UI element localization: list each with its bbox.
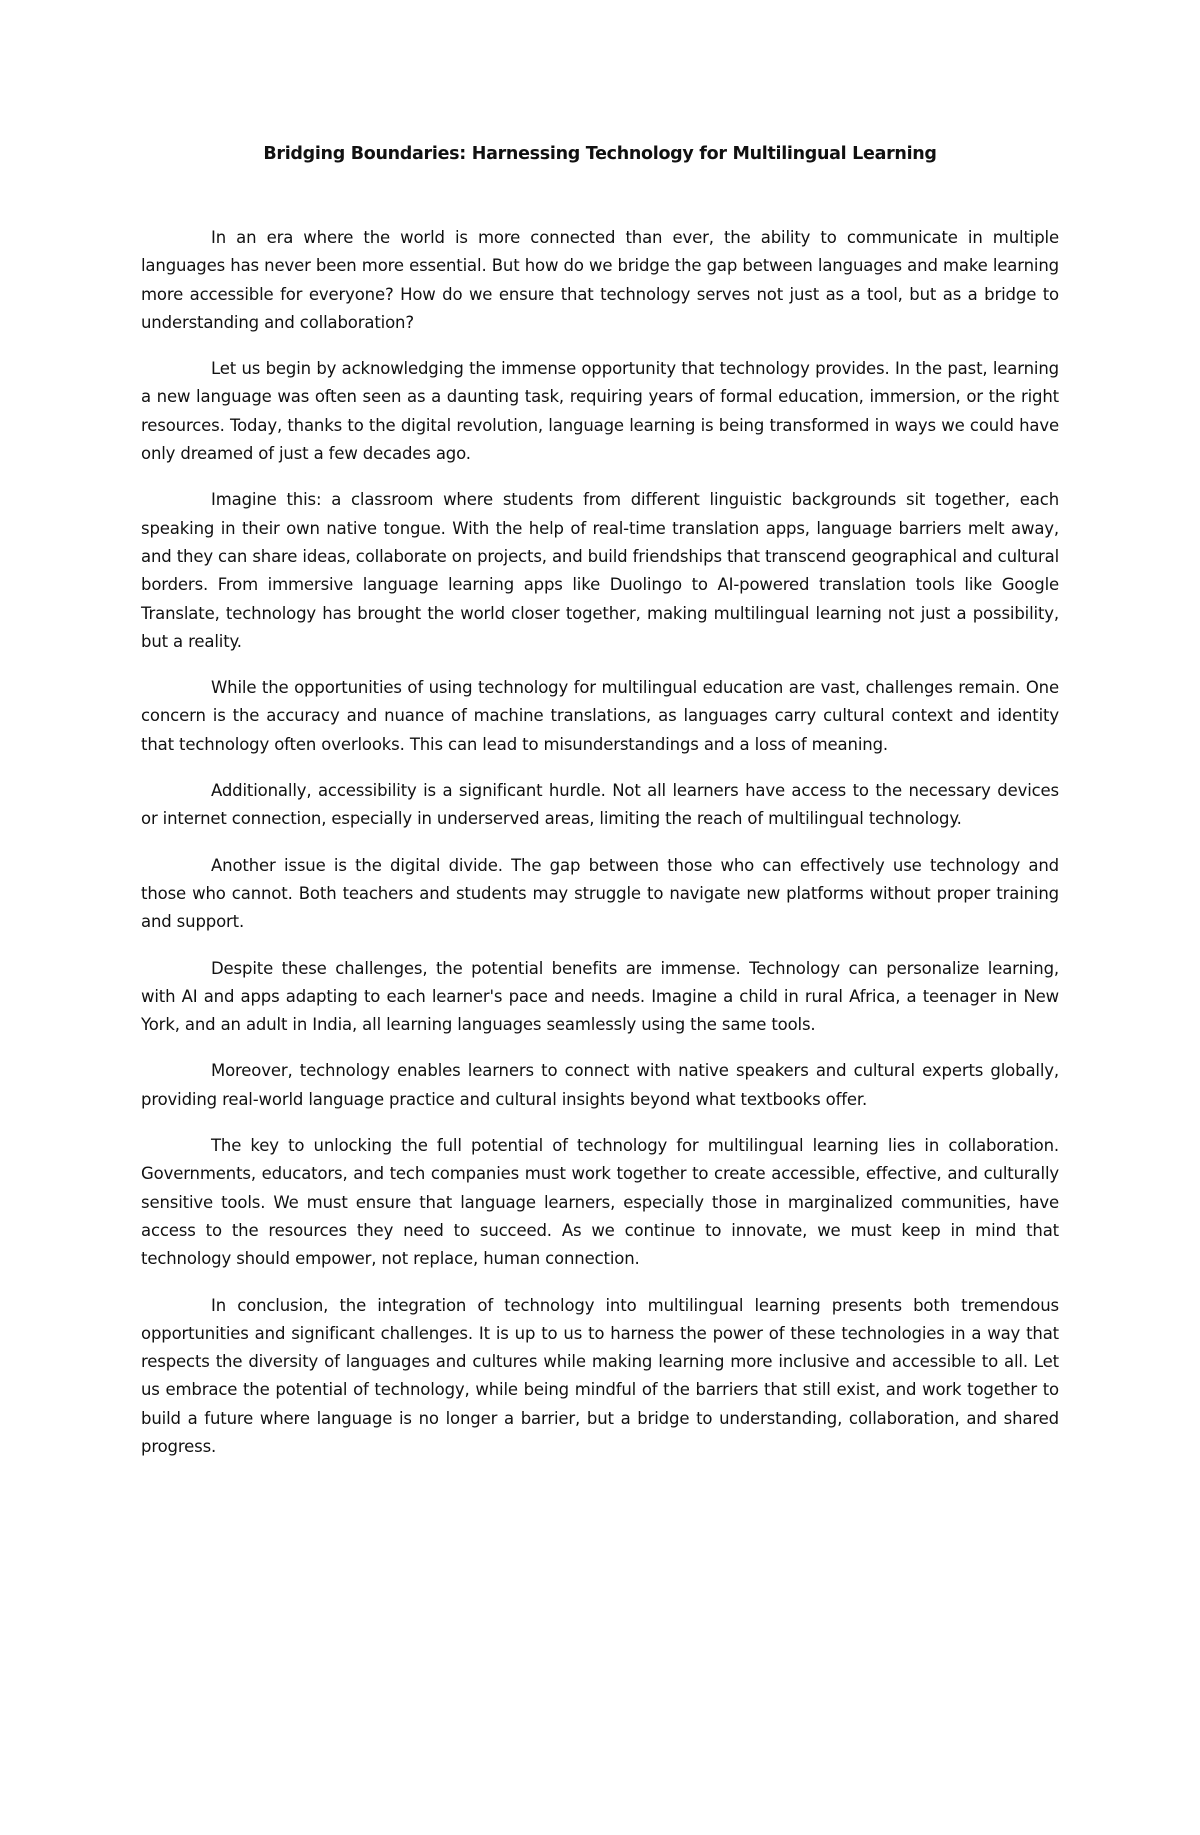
paragraph-challenges: While the opportunities of using technology for multilingual education are vast, challenges remain. One concern is the accuracy and nuance of machine translations, as languages carry cultural context and identity that technology often overlooks. This can lead to misunderstandings and a loss of meaning. (141, 678, 1059, 754)
paragraph-native-speakers: Moreover, technology enables learners to connect with native speakers and cultural experts globally, providing real-world language practice and cultural insights beyond what textbooks offer. (141, 1061, 1059, 1109)
paragraph-opportunity: Let us begin by acknowledging the immense opportunity that technology provides. In the past, learning a new language was often seen as a daunting task, requiring years of formal education, immersion, or the right resources. Today, thanks to the digital revolution, language learning is being transformed in ways we could have only dreamed of just a few decades ago. (141, 359, 1059, 464)
paragraph-classroom: Imagine this: a classroom where students from different linguistic backgrounds sit together, each speaking in their own native tongue. With the help of real-time translation apps, language barriers melt away, and they can share ideas, collaborate on projects, and build friendships that transcend geographical and cultural borders. From immersive language learning apps like Duolingo to AI-powered translation tools like Google Translate, technology has brought the world closer together, making multilingual learning not just a possibility, but a reality. (141, 490, 1059, 651)
paragraph-intro: In an era where the world is more connected than ever, the ability to communicate in multiple languages has never been more essential. But how do we bridge the gap between languages and make learning more accessible for everyone? How do we ensure that technology serves not just as a tool, but as a bridge to understanding and collaboration? (141, 228, 1059, 332)
paragraph-conclusion: In conclusion, the integration of technology into multilingual learning presents both tremendous opportunities and significant challenges. It is up to us to harness the power of these technologies in a way that respects the diversity of languages and cultures while making learning more inclusive and accessible to all. Let us embrace the potential of technology, while being mindful of the barriers that still exist, and work together to build a future where language is no longer a barrier, but a bridge to understanding, collaboration, and shared progress. (141, 1295, 1059, 1456)
paragraph-list (141, 224, 1059, 1461)
paragraph-digital-divide: Another issue is the digital divide. The gap between those who can effectively use technology and those who cannot. Both teachers and students may struggle to navigate new platforms without proper training and support. (141, 855, 1059, 932)
paragraph-benefits: Despite these challenges, the potential benefits are immense. Technology can personalize learning, with AI and apps adapting to each learner's pace and needs. Imagine a child in rural Africa, a teenager in New York, and an adult in India, all learning languages seamlessly using the same tools. (141, 958, 1059, 1035)
paragraph-collaboration: The key to unlocking the full potential of technology for multilingual learning lies in collaboration. Governments, educators, and tech companies must work together to create accessible, effective, and culturally sensitive tools. We must ensure that language learners, especially those in marginalized communities, have access to the resources they need to succeed. As we continue to innovate, we must keep in mind that technology should empower, not replace, human connection. (141, 1136, 1059, 1269)
document-title: Bridging Boundaries: Harnessing Technology for Multilingual Learning (263, 144, 937, 164)
document-body (141, 140, 1059, 1479)
paragraph-accessibility: Additionally, accessibility is a significant hurdle. Not all learners have access to the necessary devices or internet connection, especially in underserved areas, limiting the reach of multilingual technology. (141, 781, 1059, 829)
